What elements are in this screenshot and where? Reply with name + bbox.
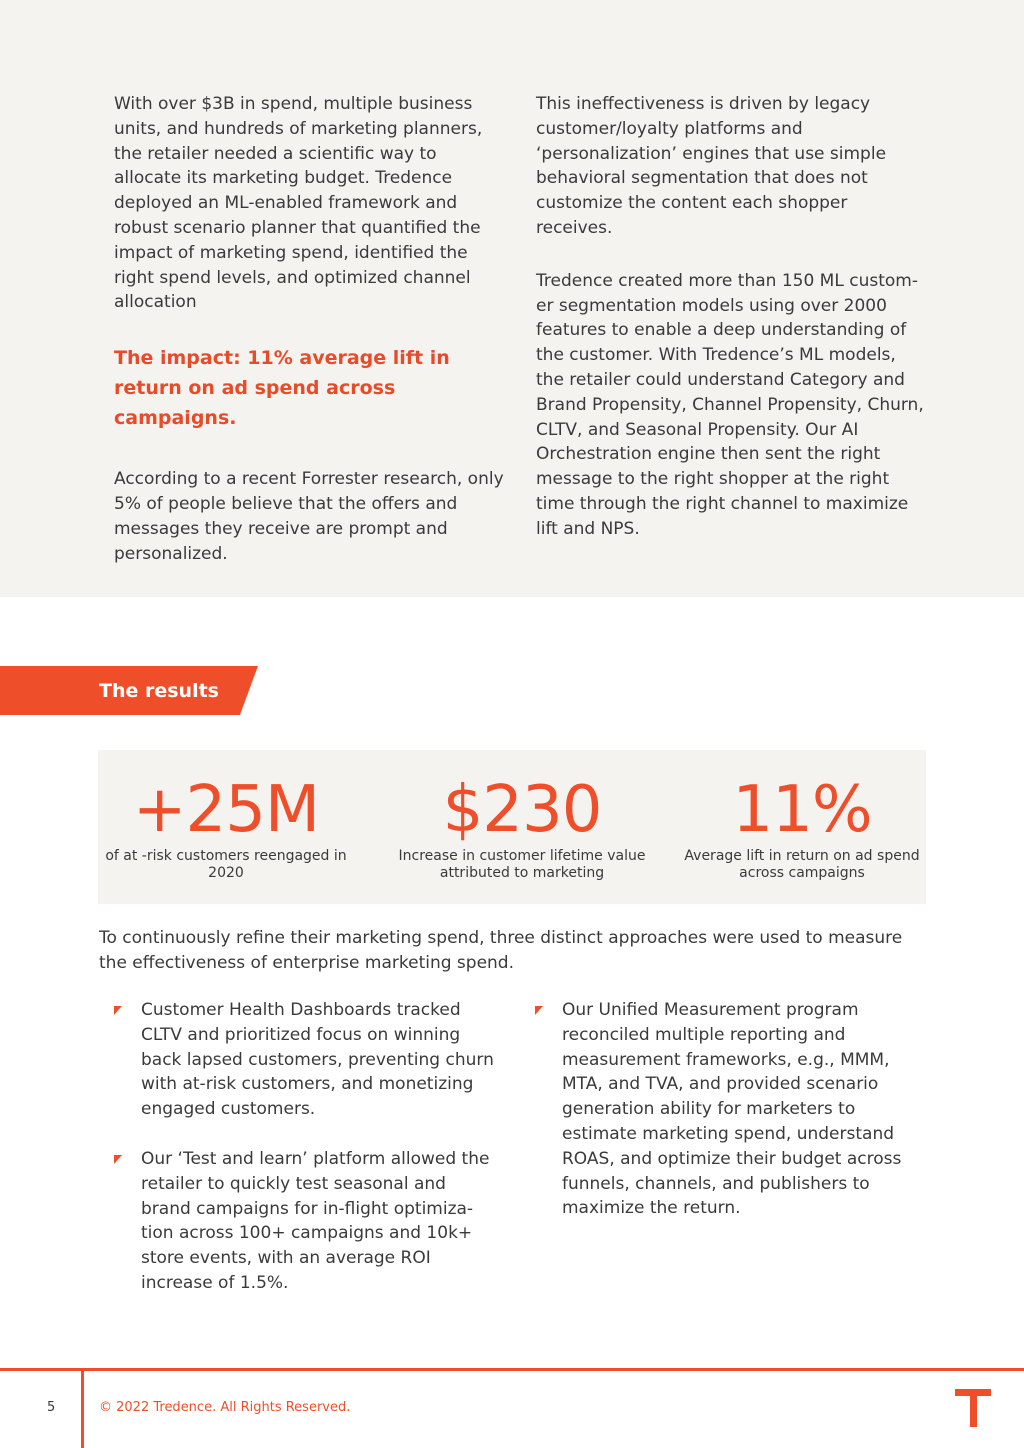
list-item-text: Our ‘Test and learn’ platform allowed the retailer to quickly test seasonal and brand campaigns for in-flight optimiza-tion across 100+ campaigns and 10k+ store events, with an average ROI increase of 1.5%. <box>141 1148 490 1293</box>
left-paragraph-2: According to a recent Forrester research, only 5% of people believe that the offers and messages they receive are prompt and personalized. <box>114 469 504 564</box>
stat-roas-lift <box>677 772 927 882</box>
paragraph-spacer <box>536 241 928 269</box>
stat-caption: Increase in customer lifetime value attributed to marketing <box>398 848 646 881</box>
left-paragraph-1: With over $3B in spend, multiple business units, and hundreds of marketing planners, the retailer needed a scientific way to allocate its marketing budget. Tredence deployed an ML-enabled framework and robust scenario planner that quantified the impact of marketing spend, identified the right spend levels, and optimized channel allocation <box>114 94 483 313</box>
impact-statement: The impact: 11% average lift in return on ad spend across campaigns. <box>114 347 450 430</box>
stat-lifetime-value <box>397 772 647 882</box>
list-item <box>114 998 499 1122</box>
bullet-triangle-icon <box>535 1006 543 1015</box>
left-column <box>114 92 509 566</box>
tredence-t-logo-icon <box>955 1389 991 1427</box>
stat-value: 11% <box>732 773 872 847</box>
approaches-list-left <box>114 998 499 1321</box>
list-item-text: Our Unified Measurement program reconciled multiple reporting and measurement frameworks, e.g., MMM, MTA, and TVA, and provided scenario generation ability for marketers to estimate marketing spend, understand ROAS, and optimize their budget across funnels, channels, and publishers to maximize the return. <box>562 1000 902 1219</box>
bullet-triangle-icon <box>114 1155 122 1164</box>
list-item <box>535 998 927 1221</box>
stat-caption: Average lift in return on ad spend across campaigns <box>684 848 920 881</box>
right-paragraph-1: This ineffectiveness is driven by legacy customer/loyalty platforms and ‘personalization’ engines that use simple behavioral segmentation that does not customize the content each shopper receives. <box>536 94 887 238</box>
stats-panel <box>98 750 926 904</box>
stat-reengaged-customers <box>101 772 351 882</box>
footer-divider <box>0 1368 1024 1371</box>
page-number: 5 <box>47 1400 56 1415</box>
right-column <box>536 92 928 542</box>
results-heading: The results <box>99 680 219 702</box>
stat-caption: of at -risk customers reengaged in 2020 <box>105 848 347 881</box>
approaches-list-right <box>535 998 927 1246</box>
stat-value: $230 <box>442 773 602 847</box>
footer-vertical-divider <box>81 1368 84 1448</box>
right-paragraph-2: Tredence created more than 150 ML custom-er segmentation models using over 2000 features to enable a deep understanding of the customer. With Tredence’s ML models, the retailer could understand Category and Brand Propensity, Channel Propensity, Churn, CLTV, and Seasonal Propensity. Our AI Orchestration engine then sent the right message to the right shopper at the right time through the right channel to maximize lift and NPS. <box>536 270 924 539</box>
stat-value: +25M <box>132 773 320 847</box>
list-item-text: Customer Health Dashboards tracked CLTV and prioritized focus on winning back lapsed customers, preventing churn with at-risk customers, and monetizing engaged customers. <box>141 1000 494 1120</box>
list-item <box>114 1147 499 1296</box>
bullet-triangle-icon <box>114 1006 122 1015</box>
approaches-intro: To continuously refine their marketing spend, three distinct approaches were used to measure the effectiveness of enterprise marketing spend. <box>99 928 903 973</box>
copyright-notice: © 2022 Tredence. All Rights Reserved. <box>99 1400 351 1415</box>
